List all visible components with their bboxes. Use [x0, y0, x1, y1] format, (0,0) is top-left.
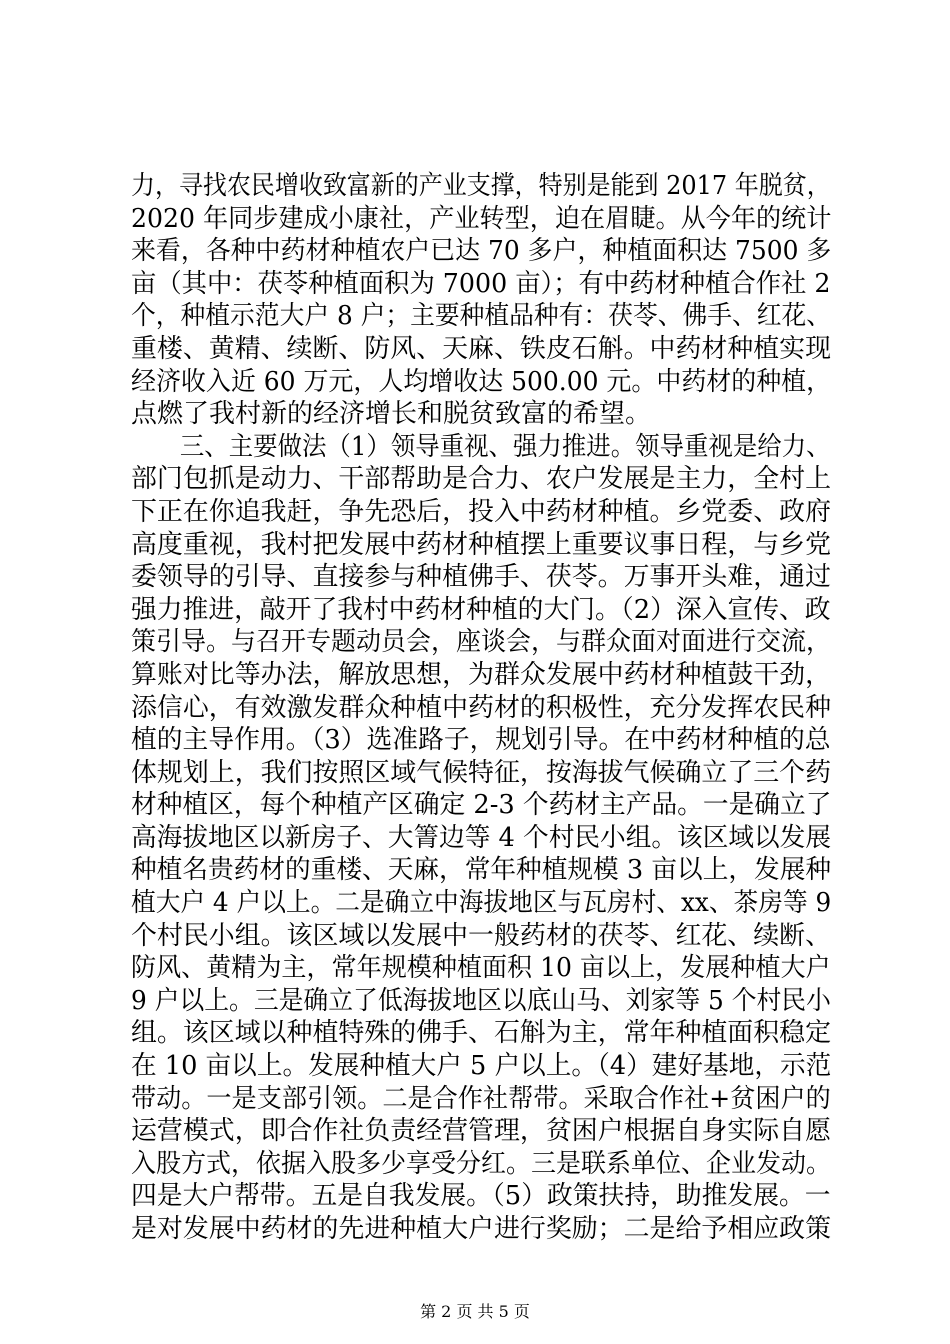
text-line: 三、主要做法（1）领导重视、强力推进。领导重视是给力、 — [131, 431, 831, 462]
text-line: 植大户 4 户以上。二是确立中海拔地区与瓦房村、xx、茶房等 9 — [131, 888, 831, 919]
text-line: 植的主导作用。（3）选准路子，规划引导。在中药材种植的总 — [131, 725, 831, 756]
text-line: 四是大户帮带。五是自我发展。（5）政策扶持，助推发展。一 — [131, 1181, 831, 1212]
text-line: 种植名贵药材的重楼、天麻，常年种植规模 3 亩以上，发展种 — [131, 855, 831, 886]
text-line: 部门包抓是动力、干部帮助是合力、农户发展是主力，全村上 — [131, 464, 831, 495]
text-line: 算账对比等办法，解放思想，为群众发展中药材种植鼓干劲， — [131, 659, 831, 690]
text-line: 防风、黄精为主，常年规模种植面积 10 亩以上，发展种植大户 — [131, 953, 831, 984]
text-line: 高海拔地区以新房子、大箐边等 4 个村民小组。该区域以发展 — [131, 822, 831, 853]
document-body — [131, 170, 831, 1246]
text-line: 高度重视，我村把发展中药材种植摆上重要议事日程，与乡党 — [131, 529, 831, 560]
text-line: 个，种植示范大户 8 户；主要种植品种有：茯苓、佛手、红花、 — [131, 301, 831, 332]
text-line: 个村民小组。该区域以发展中一般药材的茯苓、红花、续断、 — [131, 920, 831, 951]
text-line: 策引导。与召开专题动员会，座谈会，与群众面对面进行交流， — [131, 627, 831, 658]
text-line: 来看，各种中药材种植农户已达 70 多户，种植面积达 7500 多 — [131, 236, 831, 267]
text-line: 入股方式，依据入股多少享受分红。三是联系单位、企业发动。 — [131, 1148, 831, 1179]
text-line: 带动。一是支部引领。二是合作社帮带。采取合作社+贫困户的 — [131, 1083, 831, 1114]
text-line: 重楼、黄精、续断、防风、天麻、铁皮石斛。中药材种植实现 — [131, 333, 831, 364]
text-line: 材种植区，每个种植产区确定 2-3 个药材主产品。一是确立了 — [131, 790, 831, 821]
text-line: 力，寻找农民增收致富新的产业支撑，特别是能到 2017 年脱贫， — [131, 171, 831, 201]
text-line: 强力推进，敲开了我村中药材种植的大门。（2）深入宣传、政 — [131, 594, 831, 625]
text-line: 点燃了我村新的经济增长和脱贫致富的希望。 — [131, 399, 652, 430]
text-line: 9 户以上。三是确立了低海拔地区以底山马、刘家等 5 个村民小 — [131, 985, 831, 1016]
page-footer: 第 2 页 共 5 页 — [420, 1302, 530, 1321]
text-line: 添信心，有效激发群众种植中药材的积极性，充分发挥农民种 — [131, 692, 831, 723]
text-line: 2020 年同步建成小康社，产业转型，迫在眉睫。从今年的统计 — [131, 203, 831, 234]
text-line: 委领导的引导、直接参与种植佛手、茯苓。万事开头难，通过 — [131, 562, 831, 593]
text-line: 是对发展中药材的先进种植大户进行奖励；二是给予相应政策 — [131, 1214, 831, 1244]
text-line: 运营模式，即合作社负责经营管理，贫困户根据自身实际自愿 — [131, 1116, 831, 1147]
text-line: 经济收入近 60 万元，人均增收达 500.00 元。中药材的种植， — [131, 366, 831, 397]
text-line: 亩（其中：茯苓种植面积为 7000 亩）；有中药材种植合作社 2 — [131, 268, 831, 299]
text-line: 下正在你追我赶，争先恐后，投入中药材种植。乡党委、政府 — [131, 496, 831, 527]
text-line: 体规划上，我们按照区域气候特征，按海拔气候确立了三个药 — [131, 757, 831, 788]
text-line: 组。该区域以种植特殊的佛手、石斛为主，常年种植面积稳定 — [131, 1018, 831, 1049]
text-line: 在 10 亩以上。发展种植大户 5 户以上。（4）建好基地，示范 — [131, 1051, 831, 1082]
